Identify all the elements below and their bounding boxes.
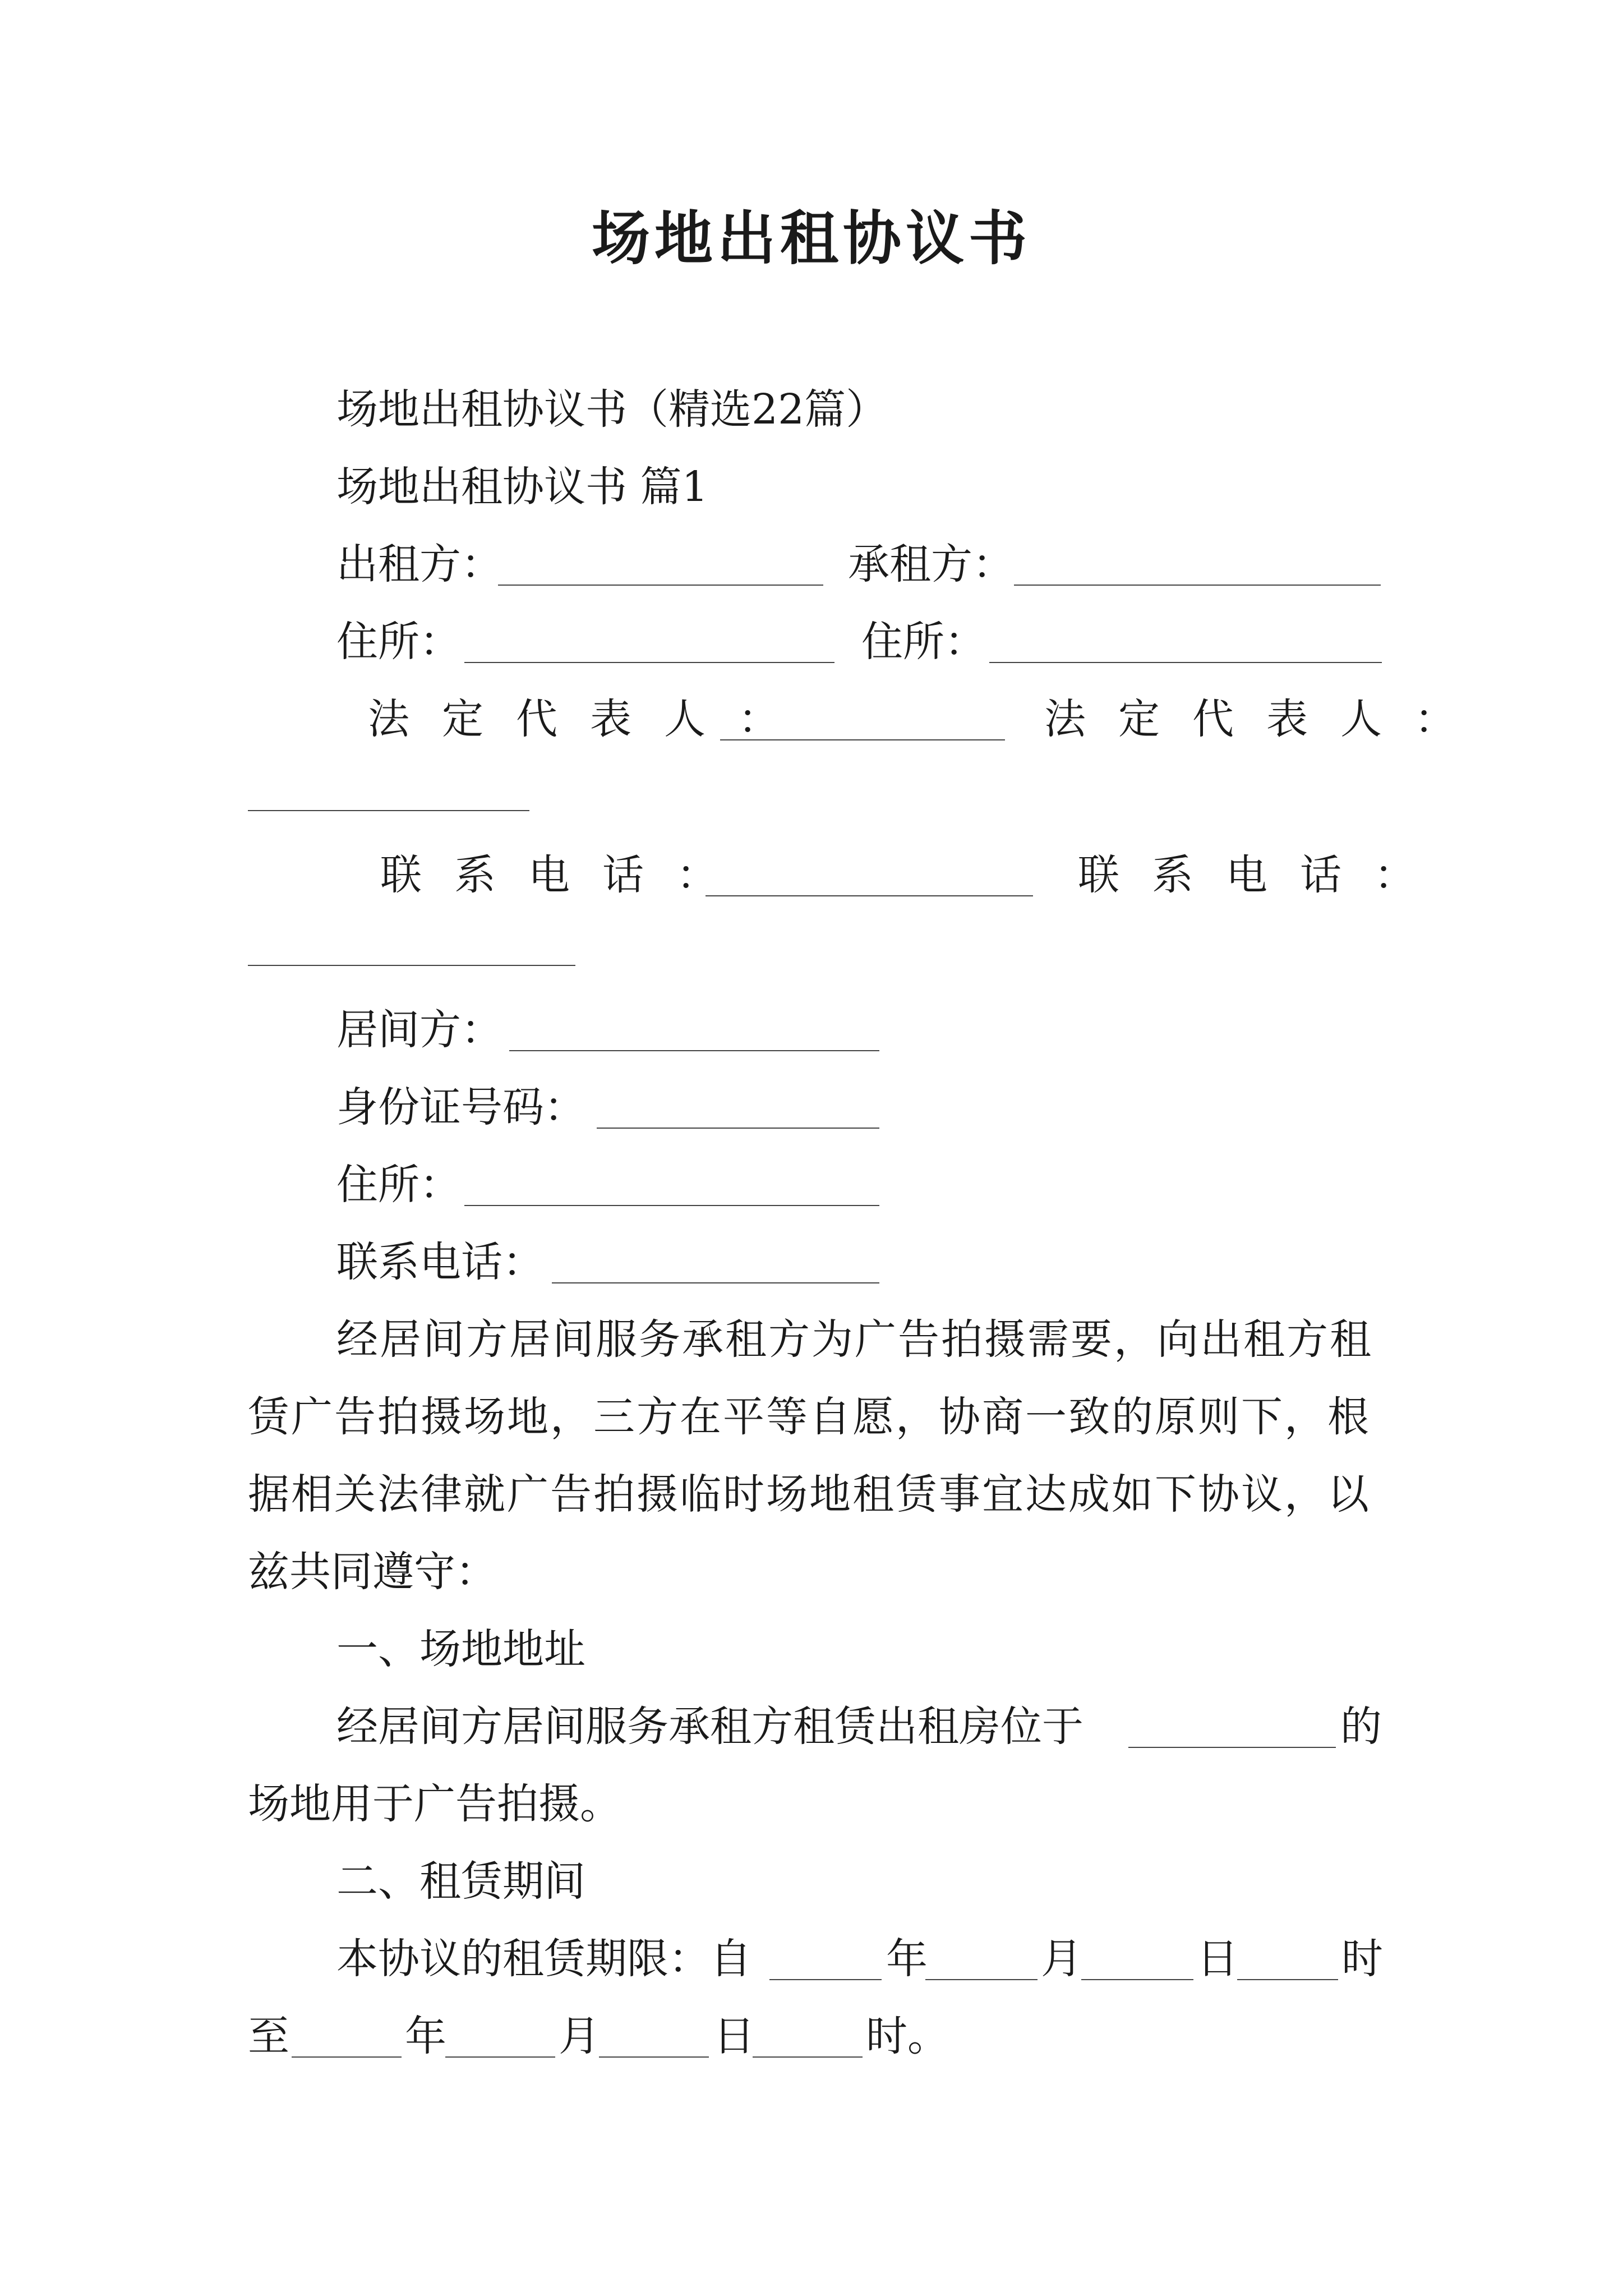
start-hour-blank[interactable]: [1237, 1979, 1338, 1980]
broker-id-blank[interactable]: [597, 1128, 879, 1129]
broker-address-label: 住所：: [336, 1161, 461, 1209]
lessee-legal-rep-label: 法定代表人：: [1044, 695, 1488, 743]
clause1-location-blank[interactable]: [1128, 1747, 1336, 1748]
subtitle: 场地出租协议书（精选22篇）: [336, 385, 888, 434]
clause1-text-2: 场地用于广告拍摄。: [248, 1780, 621, 1828]
lessee-blank[interactable]: [1014, 585, 1381, 586]
lessee-address-label: 住所：: [861, 618, 986, 666]
lessor-legal-rep-label: 法定代表人：: [368, 695, 812, 743]
end-day-label: 日: [713, 2012, 755, 2060]
section-heading-line: [0, 453, 1623, 521]
phone-line: [0, 841, 1623, 909]
start-month-label: 月: [1041, 1935, 1082, 1983]
end-day-blank[interactable]: [599, 2056, 709, 2058]
clause1-heading-line: [0, 1616, 1623, 1683]
broker-address-line: [0, 1151, 1623, 1218]
broker-phone-line: [0, 1228, 1623, 1296]
start-hour-label: 时: [1341, 1935, 1383, 1983]
clause1-line-1: [0, 1693, 1623, 1760]
lessee-phone-label: 联系电话：: [1078, 851, 1448, 899]
lessee-phone-blank[interactable]: [248, 965, 575, 966]
lessor-phone-label: 联系电话：: [380, 851, 750, 899]
intro-text-2: 赁广告拍摄场地，三方在平等自愿，协商一致的原则下，根: [248, 1393, 1371, 1441]
clause2-heading: 二、租赁期间: [336, 1857, 585, 1906]
broker-phone-label: 联系电话：: [336, 1238, 544, 1286]
intro-line-1: [0, 1306, 1623, 1373]
intro-line-2: [0, 1383, 1623, 1451]
broker-id-label: 身份证号码：: [336, 1083, 585, 1131]
clause2-term-line-2: [0, 2003, 1623, 2070]
broker-address-blank[interactable]: [464, 1205, 879, 1206]
start-month-blank[interactable]: [925, 1979, 1038, 1980]
start-year-blank[interactable]: [769, 1979, 882, 1980]
end-year-label: 年: [405, 2012, 446, 2060]
lessor-phone-blank[interactable]: [706, 895, 1033, 896]
address-line: [0, 608, 1623, 675]
lessee-label: 承租方：: [848, 540, 1014, 588]
legal-rep-continuation: [0, 756, 1623, 823]
clause1-text-before: 经居间方居间服务承租方租赁出租房位于: [336, 1703, 1083, 1751]
clause2-heading-line: [0, 1848, 1623, 1915]
end-hour-blank[interactable]: [753, 2056, 863, 2058]
broker-party-blank[interactable]: [509, 1050, 879, 1051]
lessor-lessee-line: [0, 531, 1623, 598]
clause2-term-prefix: 本协议的租赁期限：自: [336, 1935, 751, 1983]
end-year-blank[interactable]: [292, 2056, 402, 2058]
clause1-heading: 一、场地地址: [336, 1625, 585, 1673]
lessor-blank[interactable]: [498, 585, 823, 586]
start-day-blank[interactable]: [1081, 1979, 1193, 1980]
clause1-line-2: [0, 1770, 1623, 1838]
section-heading: 场地出租协议书 篇1: [336, 463, 708, 511]
intro-line-4: [0, 1538, 1623, 1605]
intro-text-1: 经居间方居间服务承租方为广告拍摄需要，向出租方租: [336, 1315, 1373, 1364]
end-hour-label: 时。: [866, 2012, 949, 2060]
lessor-legal-rep-blank[interactable]: [720, 739, 1005, 740]
intro-text-4: 兹共同遵守：: [248, 1548, 497, 1596]
legal-rep-line: [0, 685, 1623, 753]
subtitle-line: [0, 376, 1623, 443]
end-month-label: 月: [559, 2012, 600, 2060]
end-month-blank[interactable]: [445, 2056, 555, 2058]
intro-line-3: [0, 1461, 1623, 1528]
start-day-label: 日: [1197, 1935, 1238, 1983]
intro-text-3: 据相关法律就广告拍摄临时场地租赁事宜达成如下协议，以: [248, 1470, 1371, 1519]
clause1-text-after: 的: [1340, 1703, 1382, 1751]
lessee-address-blank[interactable]: [989, 662, 1382, 663]
phone-continuation: [0, 911, 1623, 978]
term-to-label: 至: [248, 2012, 289, 2060]
document-title: 场地出租协议书: [591, 204, 1031, 273]
broker-party-line: [0, 996, 1623, 1064]
lessor-label: 出租方：: [336, 540, 502, 588]
clause2-term-line-1: [0, 1925, 1623, 1993]
lessor-address-label: 住所：: [336, 618, 461, 666]
lessee-legal-rep-blank[interactable]: [248, 810, 529, 811]
broker-party-label: 居间方：: [336, 1006, 502, 1054]
broker-id-line: [0, 1074, 1623, 1141]
broker-phone-blank[interactable]: [552, 1282, 879, 1283]
lessor-address-blank[interactable]: [464, 662, 834, 663]
start-year-label: 年: [886, 1935, 928, 1983]
